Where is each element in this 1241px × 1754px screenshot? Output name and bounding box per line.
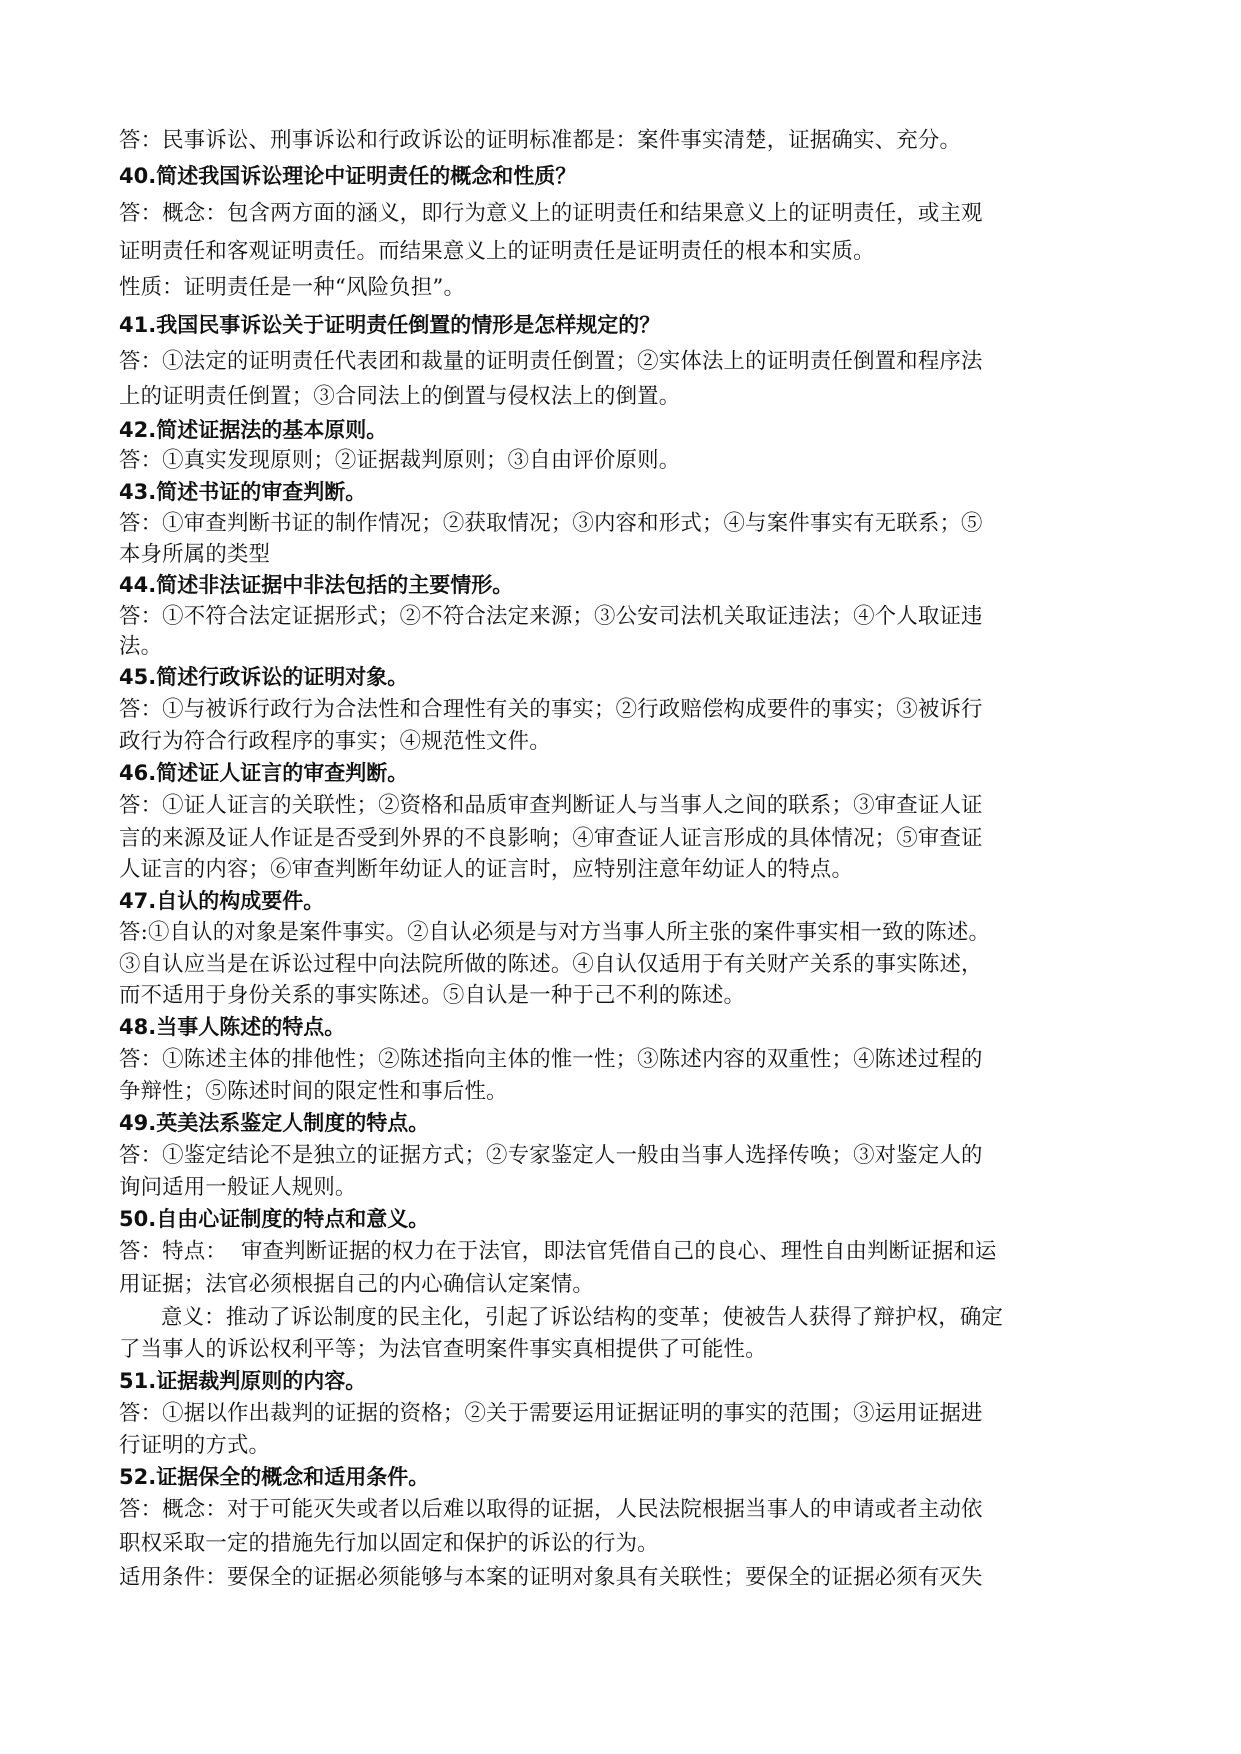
answer-line: 答：①陈述主体的排他性；②陈述指向主体的惟一性；③陈述内容的双重性；④陈述过程的 bbox=[119, 1047, 983, 1072]
answer-line: 答：特点： 审查判断证据的权力在于法官，即法官凭借自己的良心、理性自由判断证据和运 bbox=[119, 1239, 997, 1264]
question-heading-50: 50.自由心证制度的特点和意义。 bbox=[119, 1207, 430, 1231]
answer-line: 答：①据以作出裁判的证据的资格；②关于需要运用证据证明的事实的范围；③运用证据进 bbox=[119, 1401, 983, 1426]
answer-line: 用证据；法官必须根据自己的内心确信认定案情。 bbox=[119, 1272, 594, 1297]
answer-line: 行证明的方式。 bbox=[119, 1433, 271, 1458]
question-heading-45: 45.简述行政诉讼的证明对象。 bbox=[119, 665, 409, 689]
answer-line: 而不适用于身份关系的事实陈述。⑤自认是一种于己不利的陈述。 bbox=[119, 983, 746, 1008]
question-heading-42: 42.简述证据法的基本原则。 bbox=[119, 418, 388, 442]
answer-line: 法。 bbox=[119, 634, 163, 659]
document-body bbox=[119, 124, 1123, 1595]
question-heading-51: 51.证据裁判原则的内容。 bbox=[119, 1369, 367, 1393]
answer-line: 答：概念：包含两方面的涵义，即行为意义上的证明责任和结果意义上的证明责任，或主观 bbox=[119, 201, 983, 226]
answer-line: ③自认应当是在诉讼过程中向法院所做的陈述。④自认仅适用于有关财产关系的事实陈述， bbox=[119, 952, 983, 977]
question-heading-44: 44.简述非法证据中非法包括的主要情形。 bbox=[119, 573, 514, 597]
answer-line: 答:①自认的对象是案件事实。②自认必须是与对方当事人所主张的案件事实相一致的陈述。 bbox=[119, 920, 991, 945]
answer-line-indented: 意义：推动了诉讼制度的民主化，引起了诉讼结构的变革；使被告人获得了辩护权，确定 bbox=[161, 1305, 1004, 1330]
answer-line: 答：①审查判断书证的制作情况；②获取情况；③内容和形式；④与案件事实有无联系；⑤ bbox=[119, 511, 983, 536]
answer-line: 答：①鉴定结论不是独立的证据方式；②专家鉴定人一般由当事人选择传唤；③对鉴定人的 bbox=[119, 1143, 983, 1168]
question-heading-48: 48.当事人陈述的特点。 bbox=[119, 1015, 346, 1039]
answer-line: 答：①不符合法定证据形式；②不符合法定来源；③公安司法机关取证违法；④个人取证违 bbox=[119, 604, 983, 629]
answer-line: 询问适用一般证人规则。 bbox=[119, 1175, 357, 1200]
answer-line: 答：民事诉讼、刑事诉讼和行政诉讼的证明标准都是：案件事实清楚，证据确实、充分。 bbox=[119, 128, 962, 153]
answer-line: 本身所属的类型 bbox=[119, 542, 271, 567]
answer-line: 证明责任和客观证明责任。而结果意义上的证明责任是证明责任的根本和实质。 bbox=[119, 239, 875, 264]
answer-line: 答：①法定的证明责任代表团和裁量的证明责任倒置；②实体法上的证明责任倒置和程序法 bbox=[119, 349, 983, 374]
answer-line: 答：①与被诉行政行为合法性和合理性有关的事实；②行政赔偿构成要件的事实；③被诉行 bbox=[119, 697, 983, 722]
question-heading-46: 46.简述证人证言的审查判断。 bbox=[119, 761, 409, 785]
answer-line: 适用条件：要保全的证据必须能够与本案的证明对象具有关联性；要保全的证据必须有灭失 bbox=[119, 1565, 983, 1590]
answer-line: 人证言的内容；⑥审查判断年幼证人的证言时，应特别注意年幼证人的特点。 bbox=[119, 857, 854, 882]
question-heading-40: 40.简述我国诉讼理论中证明责任的概念和性质？ bbox=[119, 164, 577, 188]
question-heading-47: 47.自认的构成要件。 bbox=[119, 889, 325, 913]
answer-line: 政行为符合行政程序的事实；④规范性文件。 bbox=[119, 729, 551, 754]
question-heading-52: 52.证据保全的概念和适用条件。 bbox=[119, 1465, 430, 1489]
answer-line: 职权采取一定的措施先行加以固定和保护的诉讼的行为。 bbox=[119, 1531, 659, 1556]
answer-line: 答：概念：对于可能灭失或者以后难以取得的证据，人民法院根据当事人的申请或者主动依 bbox=[119, 1497, 983, 1522]
question-heading-43: 43.简述书证的审查判断。 bbox=[119, 480, 367, 504]
question-heading-41: 41.我国民事诉讼关于证明责任倒置的情形是怎样规定的？ bbox=[119, 313, 661, 337]
answer-line: 性质：证明责任是一种“风险负担”。 bbox=[119, 275, 466, 300]
answer-line: 了当事人的诉讼权利平等；为法官查明案件事实真相提供了可能性。 bbox=[119, 1337, 767, 1362]
question-heading-49: 49.英美法系鉴定人制度的特点。 bbox=[119, 1111, 430, 1135]
answer-line: 答：①真实发现原则；②证据裁判原则；③自由评价原则。 bbox=[119, 448, 681, 473]
answer-line: 争辩性；⑤陈述时间的限定性和事后性。 bbox=[119, 1079, 508, 1104]
answer-line: 答：①证人证言的关联性；②资格和品质审查判断证人与当事人之间的联系；③审查证人证 bbox=[119, 793, 983, 818]
answer-line: 言的来源及证人作证是否受到外界的不良影响；④审查证人证言形成的具体情况；⑤审查证 bbox=[119, 826, 983, 851]
answer-line: 上的证明责任倒置；③合同法上的倒置与侵权法上的倒置。 bbox=[119, 384, 681, 409]
